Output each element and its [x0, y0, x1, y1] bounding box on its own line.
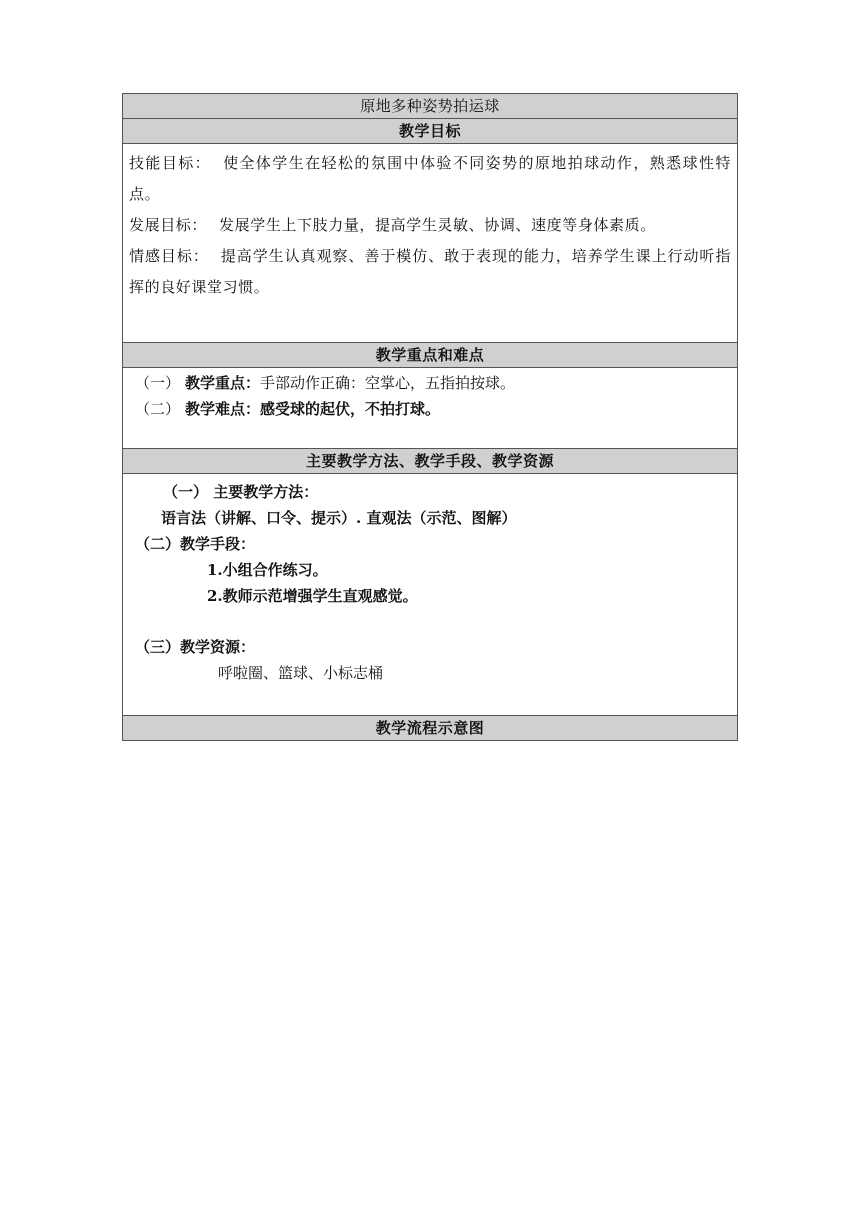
- keypoint-text: 手部动作正确：空掌心，五指拍按球。: [260, 374, 516, 392]
- goal-skill: [129, 148, 731, 210]
- keypoint-text: 感受球的起伏，不拍打球。: [260, 400, 441, 418]
- goals-header: 教学目标: [123, 119, 738, 144]
- goal-label: 技能目标：: [129, 154, 212, 172]
- methods-header: 主要教学方法、教学手段、教学资源: [123, 449, 738, 474]
- keypoint-index: （二）: [135, 400, 181, 418]
- methods-section: [123, 474, 738, 716]
- goal-label: 情感目标：: [129, 247, 209, 265]
- keypoints-header: 教学重点和难点: [123, 343, 738, 368]
- keypoint-index: （一）: [135, 374, 181, 392]
- goal-text: 使全体学生在轻松的氛围中体验不同姿势的原地拍球动作，熟悉球性特点。: [129, 154, 731, 203]
- resources-title: （三）教学资源：: [135, 638, 256, 656]
- goal-text: 提高学生认真观察、善于模仿、敢于表现的能力，培养学生课上行动听指挥的良好课堂习惯。: [129, 247, 731, 296]
- means-item: 2.教师示范增强学生直观感觉。: [207, 587, 418, 605]
- keypoint-label: 教学难点：: [185, 400, 261, 418]
- method-title: （一） 主要教学方法：: [163, 483, 319, 501]
- goal-label: 发展目标：: [129, 216, 208, 234]
- keypoint-label: 教学重点：: [185, 374, 261, 392]
- goal-development: [129, 210, 731, 241]
- lesson-title: 原地多种姿势拍运球: [123, 94, 738, 119]
- goals-section: [123, 144, 738, 343]
- flow-header: 教学流程示意图: [123, 716, 738, 741]
- lesson-plan-table: [122, 93, 738, 741]
- means-title: （二）教学手段：: [135, 535, 256, 553]
- method-text: 语言法（讲解、口令、提示）. 直观法（示范、图解）: [161, 509, 517, 527]
- goal-emotion: [129, 241, 731, 303]
- resources-text: 呼啦圈、篮球、小标志桶: [218, 664, 384, 682]
- keypoint-difficulty: [135, 396, 731, 422]
- goal-text: 发展学生上下肢力量，提高学生灵敏、协调、速度等身体素质。: [219, 216, 656, 234]
- means-item: 1.小组合作练习。: [207, 561, 328, 579]
- keypoint-focus: [135, 370, 731, 396]
- keypoints-section: [123, 368, 738, 449]
